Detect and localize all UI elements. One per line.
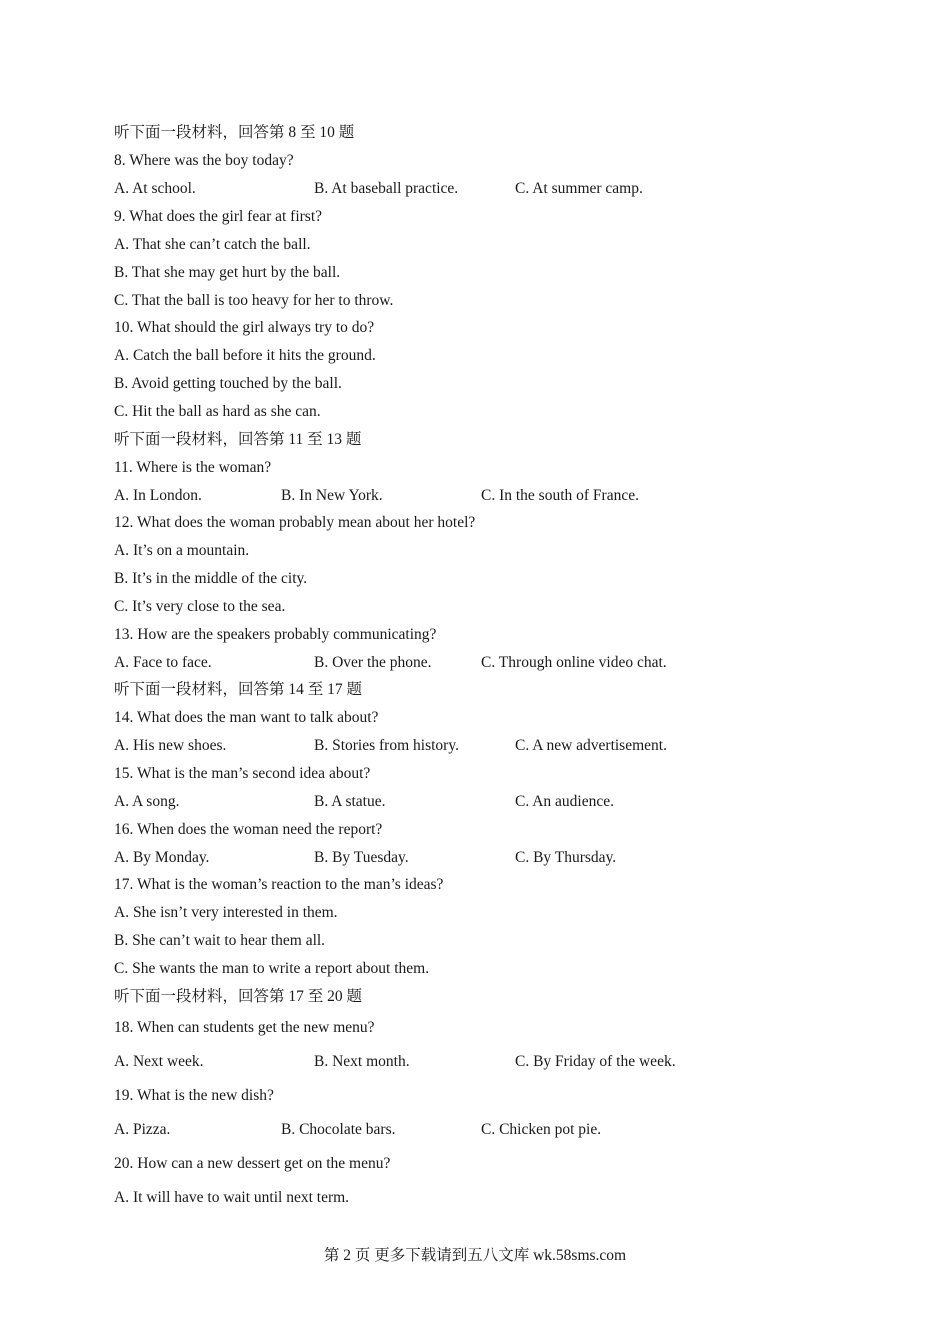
option-a: A. It’s on a mountain. xyxy=(114,542,250,559)
option-a: A. Face to face. xyxy=(114,654,212,671)
option-c: C. Hit the ball as hard as she can. xyxy=(114,403,321,420)
section-heading: 听下面一段材料，回答第 14 至 17 题 xyxy=(114,681,363,698)
question-text: 9. What does the girl fear at first? xyxy=(114,208,323,225)
section-heading: 听下面一段材料，回答第 11 至 13 题 xyxy=(114,431,362,448)
option-b: B. It’s in the middle of the city. xyxy=(114,570,308,587)
option-c: C. That the ball is too heavy for her to throw. xyxy=(114,292,394,309)
option-a: A. In London. xyxy=(114,487,202,504)
option-c: C. Through online video chat. xyxy=(481,654,667,671)
question-text: 10. What should the girl always try to do? xyxy=(114,319,375,336)
option-a: A. It will have to wait until next term. xyxy=(114,1189,350,1206)
option-c: C. An audience. xyxy=(515,793,615,810)
question-text: 16. When does the woman need the report? xyxy=(114,821,383,838)
option-b: B. Over the phone. xyxy=(314,654,432,671)
question-text: 13. How are the speakers probably communicating? xyxy=(114,626,437,643)
option-b: B. At baseball practice. xyxy=(314,180,459,197)
option-c: C. In the south of France. xyxy=(481,487,639,504)
option-a: A. At school. xyxy=(114,180,196,197)
section-heading: 听下面一段材料，回答第 17 至 20 题 xyxy=(114,988,363,1005)
question-text: 11. Where is the woman? xyxy=(114,459,272,476)
option-b: B. Chocolate bars. xyxy=(281,1121,396,1138)
option-b: B. She can’t wait to hear them all. xyxy=(114,932,326,949)
option-a: A. Pizza. xyxy=(114,1121,171,1138)
option-c: C. A new advertisement. xyxy=(515,737,667,754)
option-a: A. His new shoes. xyxy=(114,737,227,754)
option-a: A. Next week. xyxy=(114,1053,204,1070)
option-a: A. She isn’t very interested in them. xyxy=(114,904,338,921)
question-text: 15. What is the man’s second idea about? xyxy=(114,765,371,782)
question-text: 17. What is the woman’s reaction to the man’s ideas? xyxy=(114,876,444,893)
option-b: B. That she may get hurt by the ball. xyxy=(114,264,341,281)
option-a: A. That she can’t catch the ball. xyxy=(114,236,311,253)
option-b: B. In New York. xyxy=(281,487,383,504)
question-text: 8. Where was the boy today? xyxy=(114,152,294,169)
option-b: B. Avoid getting touched by the ball. xyxy=(114,375,342,392)
option-b: B. Next month. xyxy=(314,1053,410,1070)
option-a: A. A song. xyxy=(114,793,180,810)
question-text: 14. What does the man want to talk about? xyxy=(114,709,379,726)
option-c: C. By Thursday. xyxy=(515,849,617,866)
section-heading: 听下面一段材料，回答第 8 至 10 题 xyxy=(114,124,355,141)
option-c: C. She wants the man to write a report about them. xyxy=(114,960,430,977)
question-text: 12. What does the woman probably mean about her hotel? xyxy=(114,514,476,531)
option-a: A. Catch the ball before it hits the ground. xyxy=(114,347,376,364)
question-text: 19. What is the new dish? xyxy=(114,1087,274,1104)
option-b: B. Stories from history. xyxy=(314,737,459,754)
option-b: B. A statue. xyxy=(314,793,386,810)
page-footer: 第 2 页 更多下载请到五八文库 wk.58sms.com xyxy=(323,1247,627,1264)
option-b: B. By Tuesday. xyxy=(314,849,409,866)
option-c: C. At summer camp. xyxy=(515,180,643,197)
question-text: 18. When can students get the new menu? xyxy=(114,1019,375,1036)
option-a: A. By Monday. xyxy=(114,849,210,866)
option-c: C. It’s very close to the sea. xyxy=(114,598,286,615)
option-c: C. By Friday of the week. xyxy=(515,1053,676,1070)
question-text: 20. How can a new dessert get on the menu? xyxy=(114,1155,391,1172)
option-c: C. Chicken pot pie. xyxy=(481,1121,602,1138)
